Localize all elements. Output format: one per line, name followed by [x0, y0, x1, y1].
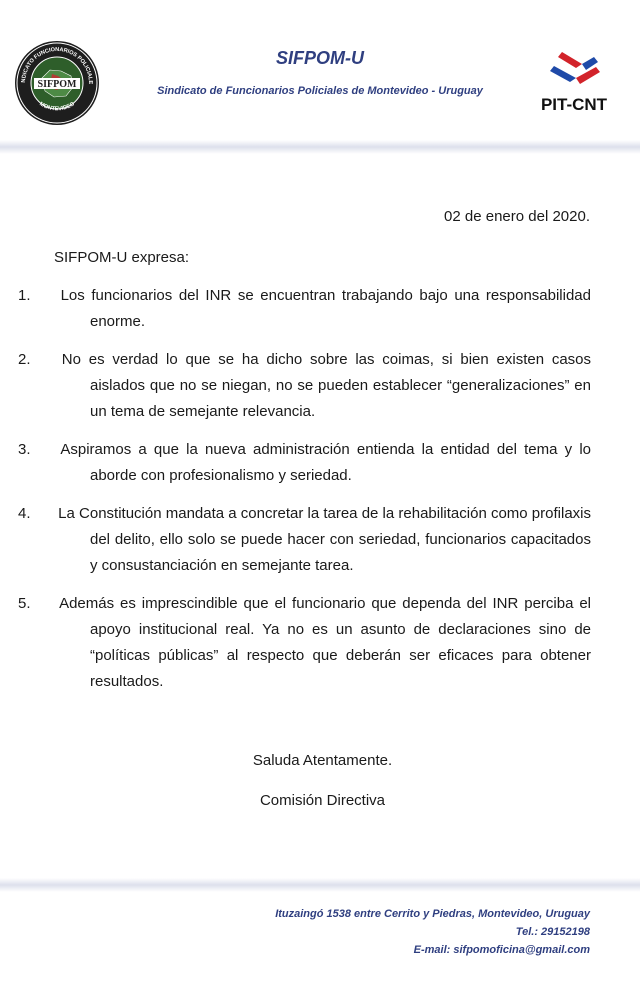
list-item: 3. Aspiramos a que la nueva administración entienda la entidad del tema y lo aborde con profesionalismo y seriedad.: [18, 441, 591, 484]
item-text: No es verdad lo que se ha dicho sobre las coimas, si bien existen casos aislados que no se niegan, no se pueden establecer “generalizaciones” en un tema de semejante relevancia.: [61, 351, 592, 420]
pit-cnt-logo-icon: [536, 48, 612, 120]
list-item: 5. Además es imprescindible que el funcionario que dependa del INR perciba el apoyo institucional real. Ya no es un asunto de declaraciones sino de “políticas públicas” al respecto que deberán ser eficaces para obtener resultados.: [18, 595, 591, 690]
letterhead: [0, 0, 640, 160]
footer-address: Ituzaingó 1538 entre Cerrito y Piedras, Montevideo, Uruguay: [275, 908, 590, 920]
signature: Comisión Directiva: [259, 792, 386, 809]
item-text: Los funcionarios del INR se encuentran trabajando bajo una responsabilidad enorme.: [60, 287, 591, 330]
statement-list: [18, 283, 592, 707]
item-text: La Constitución mandata a concretar la tarea de la rehabilitación como profilaxis del delito, ello solo se puede hacer con seriedad, funcionarios capacitados y consustanciación en semejante tarea.: [58, 505, 591, 574]
org-subtitle: Sindicato de Funcionarios Policiales de Montevideo - Uruguay: [157, 85, 483, 97]
seal-ring-text: NDICATO FUNCIONARIOS POLICIALE: [20, 46, 94, 85]
pit-cnt-text: PIT-CNT: [540, 95, 608, 114]
letter-date: 02 de enero del 2020.: [444, 208, 590, 225]
item-text: Además es imprescindible que el funcionario que dependa del INR perciba el apoyo institucional real. Ya no es un asunto de declaraciones sino de “políticas públicas” al respecto que deberán ser eficaces para obtener resultados.: [59, 595, 591, 690]
footer-email: E-mail: sifpomoficina@gmail.com: [413, 944, 590, 956]
seal-center-text: SIFPOM: [37, 79, 77, 90]
footer-phone: Tel.: 29152198: [515, 926, 590, 938]
seal-bottom-text: MONTEVIDEO: [38, 101, 76, 113]
letter-intro: SIFPOM-U expresa:: [54, 249, 190, 266]
footer-contact: [275, 905, 590, 959]
org-title: SIFPOM-U: [276, 48, 364, 68]
list-item: 2. No es verdad lo que se ha dicho sobre las coimas, si bien existen casos aislados que no se niegan, no se pueden establecer “generalizaciones” en un tema de semejante relevancia.: [18, 351, 592, 420]
list-item: 1. Los funcionarios del INR se encuentran trabajando bajo una responsabilidad enorme.: [18, 287, 591, 330]
footer-divider: [0, 878, 640, 892]
closing-salutation: Saluda Atentamente.: [252, 752, 393, 769]
item-text: Aspiramos a que la nueva administración entienda la entidad del tema y lo aborde con profesionalismo y seriedad.: [60, 441, 591, 484]
list-item: 4. La Constitución mandata a concretar la tarea de la rehabilitación como profilaxis del delito, ello solo se puede hacer con seriedad, funcionarios capacitados y consustanciación en semejante tarea.: [18, 505, 591, 574]
header-divider: [0, 140, 640, 154]
